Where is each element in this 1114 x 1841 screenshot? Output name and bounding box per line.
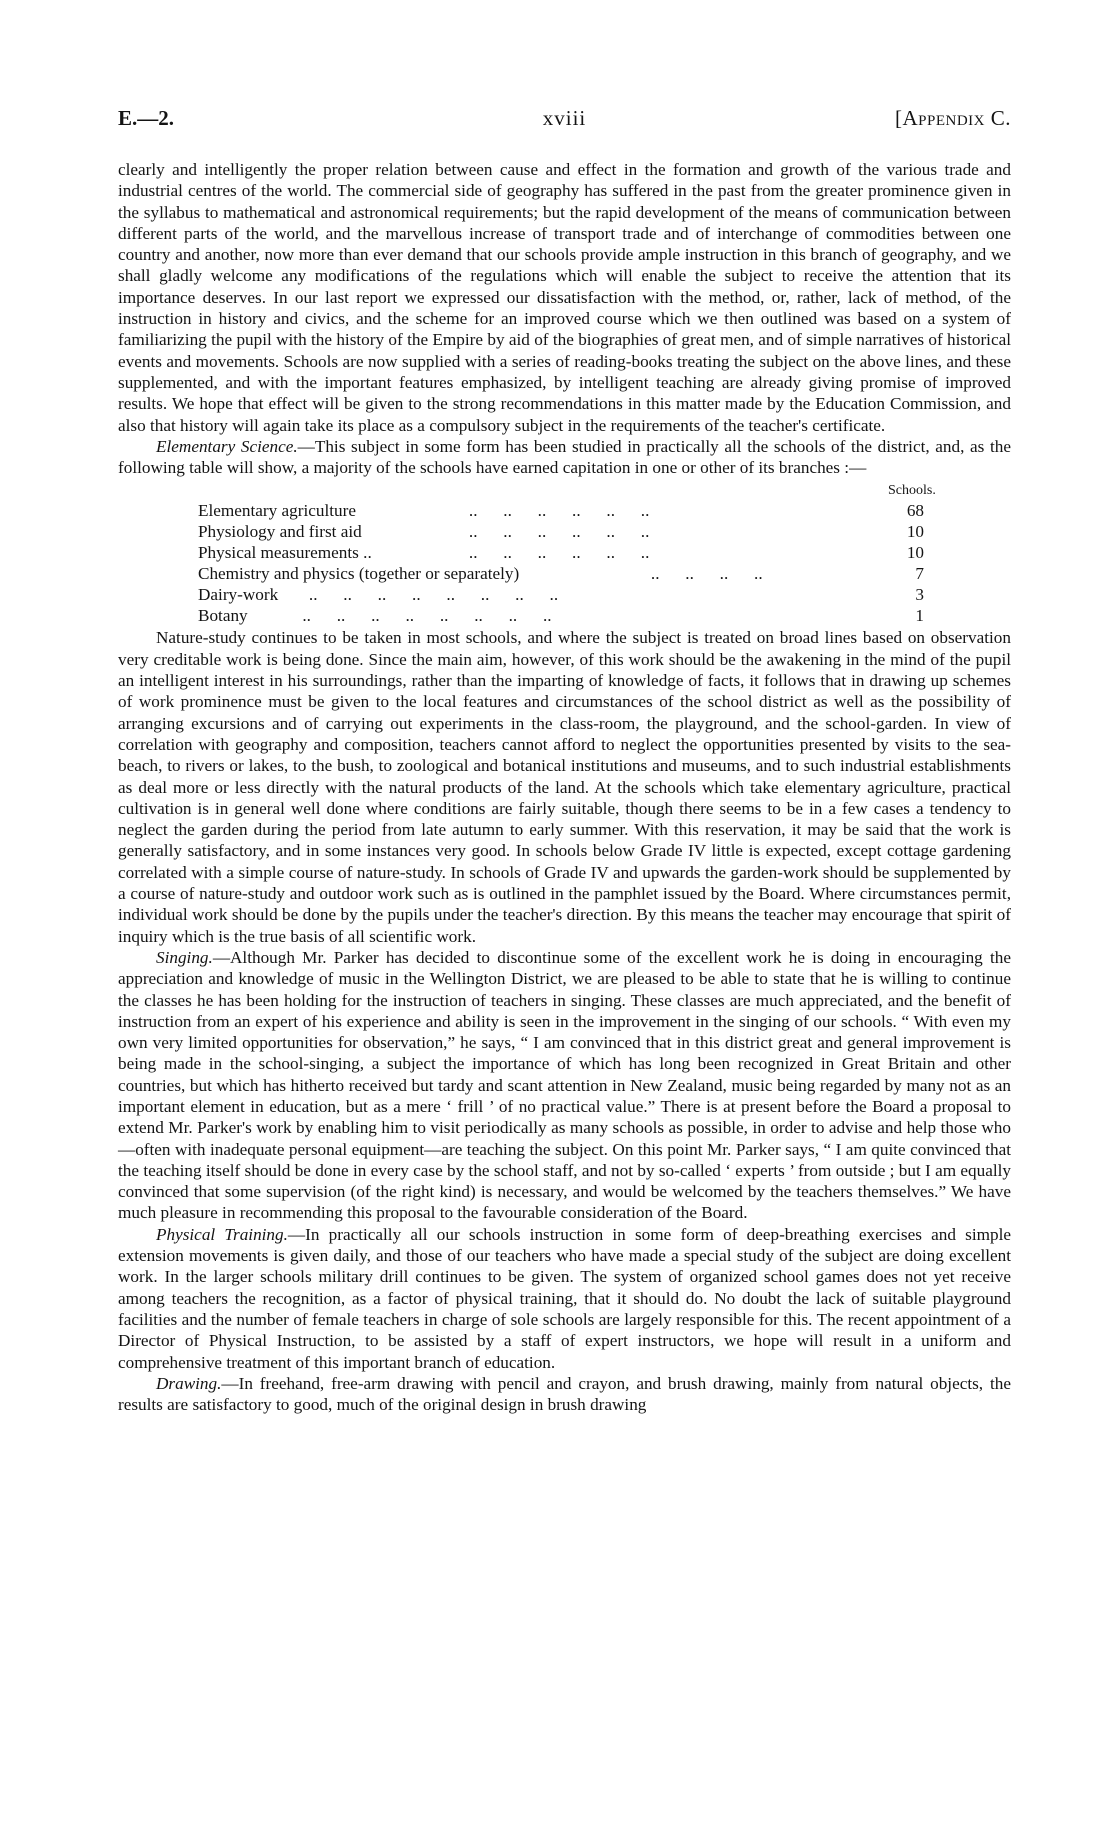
appendix-label: [Appendix C. [894,106,1011,130]
table-row-label: Chemistry and physics (together or separately) [198,564,520,584]
table-row-label: Physical measurements .. [198,543,372,563]
section-heading-elementary-science: Elementary Science. [156,436,298,456]
table-row-label: Botany [198,606,248,626]
paragraph-elementary-science [118,436,1011,479]
table-row-label: Physiology and first aid [198,522,362,542]
leader-dots: .. .. .. .. .. .. [456,543,650,563]
leader-dots: .. .. .. .. .. .. [456,501,650,521]
page-number: xviii [542,106,587,130]
table-row-value: 10 [906,522,924,542]
page-body [118,159,1011,1415]
table-row-value: 1 [915,606,924,626]
paragraph-text: —In freehand, free-arm drawing with pencil and crayon, and brush drawing, mainly from natural objects, the results are satisfactory to good, much of the original design in brush drawing [118,1373,1011,1415]
section-heading-drawing: Drawing. [156,1373,222,1393]
paragraph-text: —In practically all our schools instruction in some form of deep-breathing exercises and simple extension movements is given daily, and those of our teachers who have made a special study of the subject are doing excellent work. In the larger schools military drill continues to be given. The system of organized school games does not yet receive among teachers the recognition, as a factor of physical training, that it should do. No doubt the lack of suitable playground facilities and the number of female teachers in charge of sole schools are largely responsible for this. The recent appointment of a Director of Physical Instruction, to be assisted by a staff of expert instructors, we hope will result in a uniform and comprehensive treatment of this important branch of education. [118,1224,1011,1372]
table-row-value: 68 [906,501,924,521]
paragraph-text: —This subject in some form has been studied in practically all the schools of the district, and, as the following table will show, a majority of the schools have earned capitation in one or other of its branches :— [118,436,1011,478]
table-row-label: Elementary agriculture [198,501,356,521]
leader-dots: .. .. .. .. .. .. .. .. [296,585,559,605]
section-heading-singing: Singing. [156,947,213,967]
paragraph-singing [118,947,1011,1224]
section-heading-physical-training: Physical Training. [156,1224,288,1244]
table-row-value: 3 [915,585,924,605]
leader-dots: .. .. .. .. .. .. .. .. [268,606,552,626]
leader-dots: .. .. .. .. [638,564,763,584]
leader-dots: .. .. .. .. .. .. [456,522,650,542]
table-row [198,521,924,542]
document-code: E.—2. [118,106,175,130]
science-table [118,478,1011,627]
table-row-value: 7 [915,564,924,584]
paragraph-drawing [118,1373,1011,1416]
table-row [198,563,924,584]
table-row-value: 10 [906,543,924,563]
table-row-label: Dairy-work [198,585,279,605]
table-row [198,542,924,563]
paragraph-geography-history: clearly and intelligently the proper relation between cause and effect in the formation and growth of the various trade and industrial centres of the world. The commercial side of geography has suffered in the past from the greater prominence given in the syllabus to mathematical and astronomical requirements; but the rapid development of the means of communication between different parts of the world, and the marvellous increase of transport trade and of interchange of commodities between one country and another, now more than ever demand that our schools provide ample instruction in this branch of geography, and we shall gladly welcome any modifications of the regulations which will enable the subject to receive the attention that its importance deserves. In our last report we expressed our dissatisfaction with the method, or, rather, lack of method, of the instruction in history and civics, and the scheme for an improved course which we then outlined was based on a system of familiarizing the pupil with the history of the Empire by aid of the biographies of great men, and of simple narratives of historical events and movements. Schools are now supplied with a series of reading-books treating the subject on the above lines, and these supplemented, and with the important features emphasized, by intelligent teaching are already giving promise of improved results. We hope that effect will be given to the strong recommendations in this matter made by the Education Commission, and also that history will again take its place as a compulsory subject in the requirements of the teacher's certificate. [118,160,1011,435]
paragraph-text: —Although Mr. Parker has decided to discontinue some of the excellent work he is doing in encouraging the appreciation and knowledge of music in the Wellington District, we are pleased to be able to state that he is willing to continue the classes he has been holding for the instruction of teachers in singing. These classes are much appreciated, and the benefit of instruction from an expert of his experience and ability is seen in the improvement in the singing of our schools. “ With even my own very limited opportunities for observation,” he says, “ I am convinced that in this district great and general improvement is being made in the school-singing, a subject the importance of which has long been recognized in Great Britain and other countries, but which has hitherto received but tardy and scant attention in New Zealand, music being regarded by many not as an important element in education, but as a mere ‘ frill ’ of no practical value.” There is at present before the Board a proposal to extend Mr. Parker's work by enabling him to visit periodically as many schools as possible, in order to advise and help those who—often with inadequate personal equipment—are teaching the subject. On this point Mr. Parker says, “ I am quite convinced that the teaching itself should be done in every case by the school staff, and not by so-called ‘ experts ’ from outside ; but I am equally convinced that some supervision (of the right kind) is necessary, and would be welcomed by the teachers themselves.” We have much pleasure in recommending this proposal to the favourable consideration of the Board. [118,947,1011,1223]
table-row [198,605,924,626]
page-header [118,106,1011,136]
paragraph-nature-study: Nature-study continues to be taken in most schools, and where the subject is treated on broad lines based on observation very creditable work is being done. Since the main aim, however, of this work should be the awakening in the mind of the pupil an intelligent interest in his surroundings, rather than the imparting of knowledge of facts, it follows that in drawing up schemes of work prominence must be given to the local features and circumstances of the school district as well as the possibility of arranging excursions and of carrying out experiments in the class-room, the playground, and the school-garden. In view of correlation with geography and composition, teachers cannot afford to neglect the opportunities presented by visits to the sea-beach, to rivers or lakes, to the bush, to zoological and botanical institutions and museums, and to such industrial establishments as deal more or less directly with the natural products of the land. At the schools which take elementary agriculture, practical cultivation is in general well done where conditions are fairly suitable, though there seems to be in a few cases a tendency to neglect the garden during the period from late autumn to early summer. With this reservation, it may be said that the work is generally satisfactory, and in some instances very good. In schools below Grade IV little is expected, except cottage gardening correlated with a simple course of nature-study. In schools of Grade IV and upwards the garden-work should be supplemented by a course of nature-study and outdoor work such as is outlined in the pamphlet issued by the Board. Where circumstances permit, individual work should be done by the pupils under the teacher's direction. By this means the teacher may encourage that spirit of inquiry which is the true basis of all scientific work. [118,628,1011,946]
table-row [198,500,924,521]
table-column-header: Schools. [888,483,936,499]
table-row [198,584,924,605]
paragraph-physical-training [118,1224,1011,1373]
